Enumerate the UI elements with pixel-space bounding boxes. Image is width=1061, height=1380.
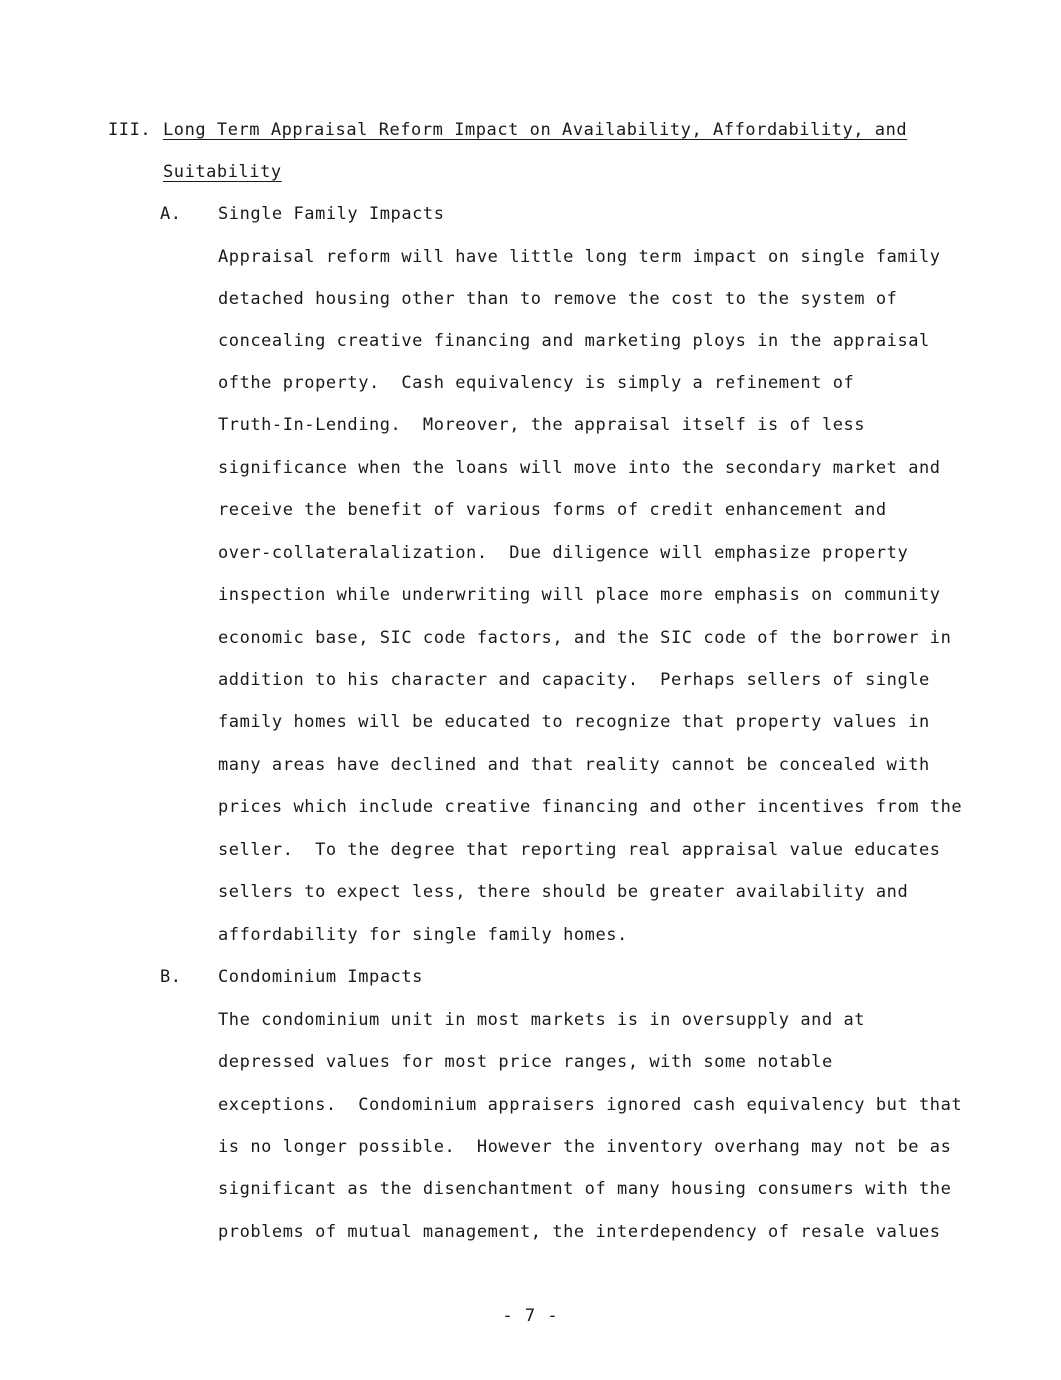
paragraph-line: significance when the loans will move into the secondary market and	[218, 458, 941, 478]
paragraph-line: over-collateralalization. Due diligence will emphasize property	[218, 543, 909, 563]
paragraph-line: exceptions. Condominium appraisers ignored cash equivalency but that	[218, 1095, 963, 1115]
section-title-line-1: Long Term Appraisal Reform Impact on Availability, Affordability, and	[163, 120, 908, 140]
section-title-line-2: Suitability	[163, 162, 282, 182]
paragraph-line: The condominium unit in most markets is in oversupply and at	[218, 1010, 866, 1030]
paragraph-line: sellers to expect less, there should be greater availability and	[218, 882, 909, 902]
paragraph-line: detached housing other than to remove the cost to the system of	[218, 289, 898, 309]
page-number: - 7 -	[502, 1306, 559, 1326]
paragraph-line: affordability for single family homes.	[218, 925, 628, 945]
paragraph-line: Appraisal reform will have little long term impact on single family	[218, 247, 941, 267]
subsection-b-label: B.	[160, 967, 182, 987]
paragraph-line: receive the benefit of various forms of credit enhancement and	[218, 500, 887, 520]
paragraph-line: many areas have declined and that reality cannot be concealed with	[218, 755, 930, 775]
paragraph-line: economic base, SIC code factors, and the SIC code of the borrower in	[218, 628, 952, 648]
paragraph-line: concealing creative financing and marketing ploys in the appraisal	[218, 331, 930, 351]
subsection-a-label: A.	[160, 204, 182, 224]
section-number: III.	[108, 120, 152, 140]
paragraph-line: depressed values for most price ranges, with some notable	[218, 1052, 833, 1072]
paragraph-line: Truth-In-Lending. Moreover, the appraisal itself is of less	[218, 415, 866, 435]
subsection-b-title: Condominium Impacts	[218, 967, 423, 987]
paragraph-line: addition to his character and capacity. Perhaps sellers of single	[218, 670, 930, 690]
paragraph-line: ofthe property. Cash equivalency is simply a refinement of	[218, 373, 855, 393]
paragraph-line: inspection while underwriting will place more emphasis on community	[218, 585, 941, 605]
paragraph-line: is no longer possible. However the inventory overhang may not be as	[218, 1137, 952, 1157]
subsection-a-title: Single Family Impacts	[218, 204, 445, 224]
paragraph-line: problems of mutual management, the interdependency of resale values	[218, 1222, 941, 1242]
paragraph-line: seller. To the degree that reporting real appraisal value educates	[218, 840, 941, 860]
paragraph-line: significant as the disenchantment of many housing consumers with the	[218, 1179, 952, 1199]
paragraph-line: family homes will be educated to recognize that property values in	[218, 712, 930, 732]
paragraph-line: prices which include creative financing and other incentives from the	[218, 797, 963, 817]
